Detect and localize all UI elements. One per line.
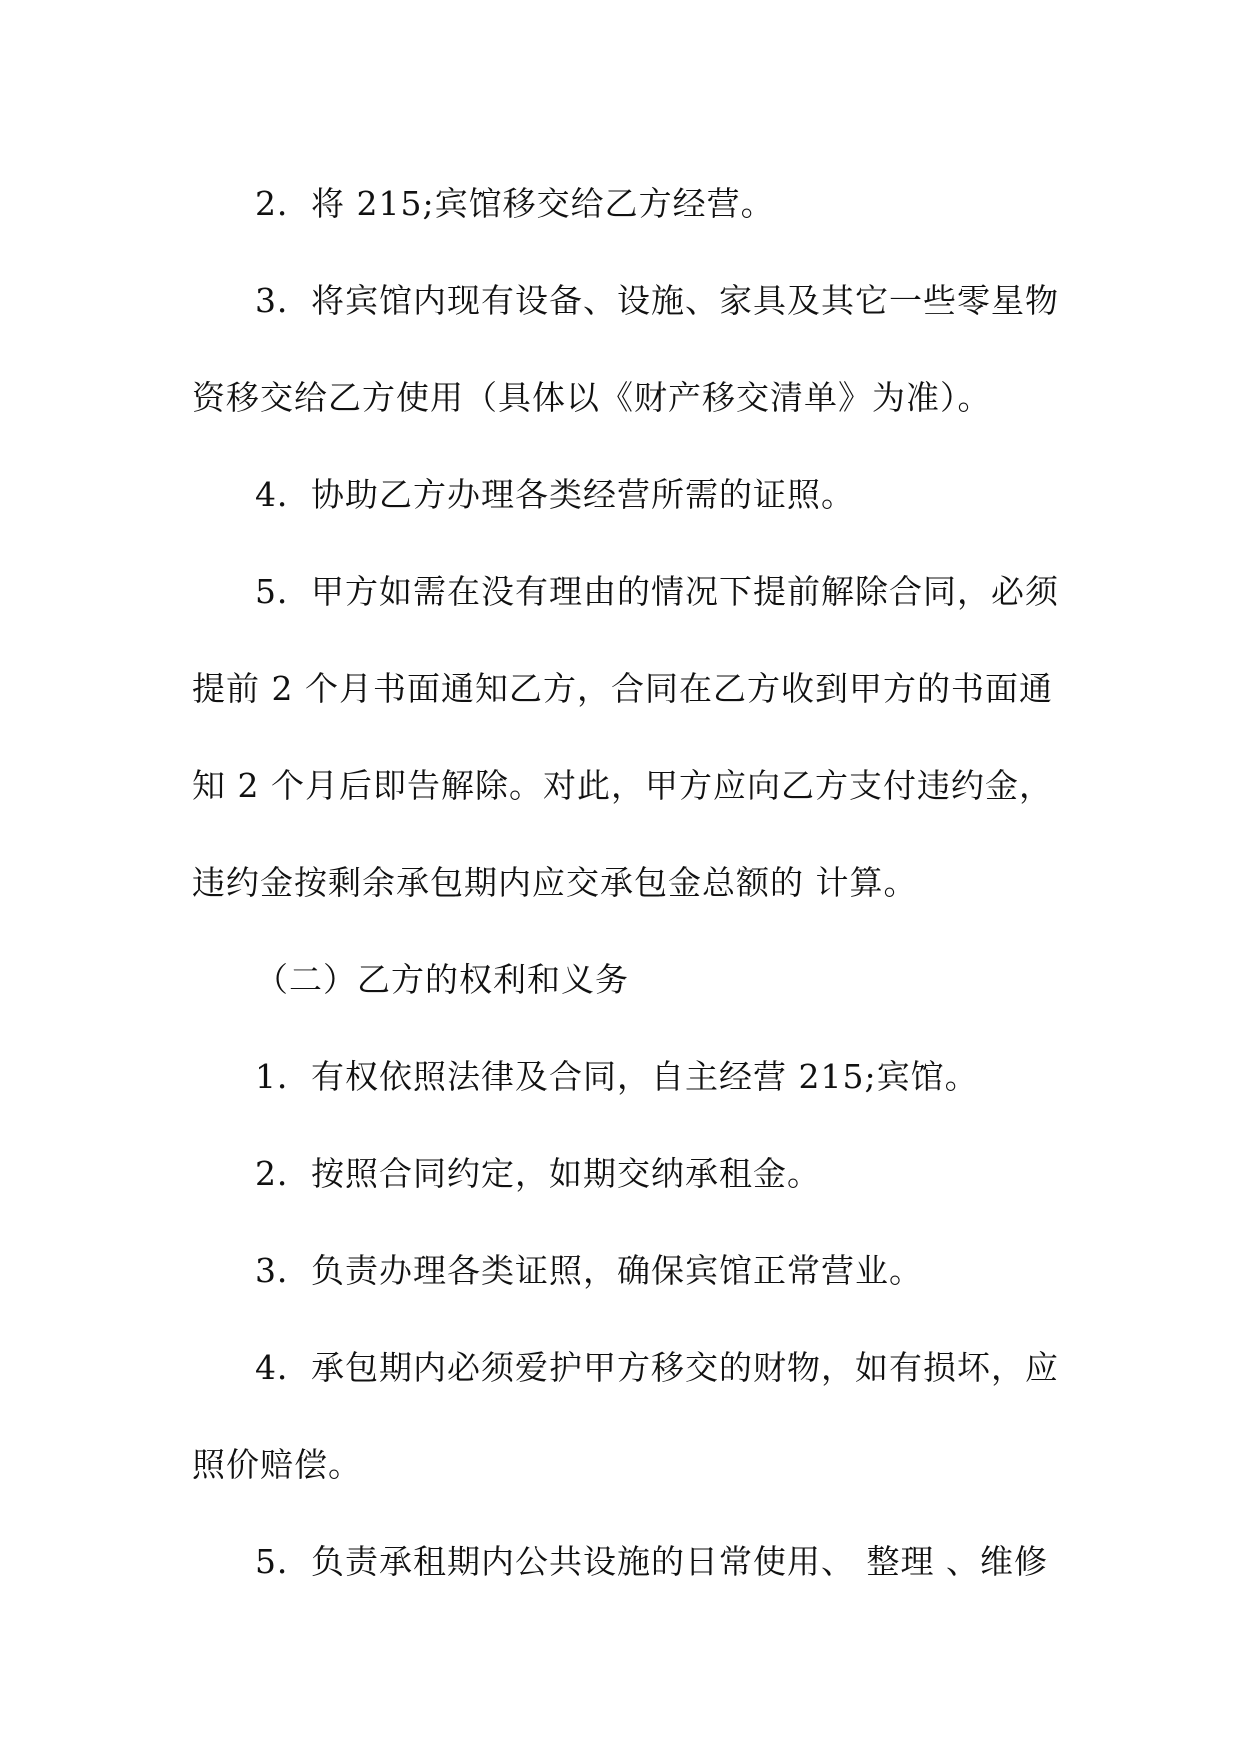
paragraph-item-3-transfer-equipment-line1: 3．将宾馆内现有设备、设施、家具及其它一些零星物 [255, 281, 1059, 320]
paragraph-item-5-termination-line1: 5．甲方如需在没有理由的情况下提前解除合同，必须 [255, 572, 1059, 611]
paragraph-b-item-3: 3．负责办理各类证照，确保宾馆正常营业。 [255, 1251, 923, 1290]
paragraph-b-item-5-line1: 5．负责承租期内公共设施的日常使用、 整理 、维修 [255, 1542, 1048, 1581]
paragraph-b-item-4-line1: 4．承包期内必须爱护甲方移交的财物，如有损坏，应 [255, 1348, 1059, 1387]
paragraph-item-5-termination-line2: 提前 2 个月书面通知乙方，合同在乙方收到甲方的书面通 [192, 669, 1053, 708]
paragraph-b-item-4-line2: 照价赔偿。 [192, 1445, 362, 1484]
paragraph-b-item-2: 2．按照合同约定，如期交纳承租金。 [255, 1154, 821, 1193]
paragraph-item-5-termination-line3: 知 2 个月后即告解除。对此，甲方应向乙方支付违约金， [192, 766, 1053, 805]
paragraph-item-5-termination-line4: 违约金按剩余承包期内应交承包金总额的 计算。 [192, 863, 918, 902]
paragraph-item-4-assist-licenses: 4．协助乙方办理各类经营所需的证照。 [255, 475, 855, 514]
paragraph-b-item-1: 1．有权依照法律及合同，自主经营 215;宾馆。 [255, 1057, 979, 1096]
section-heading-party-b-rights: （二）乙方的权利和义务 [255, 960, 629, 999]
paragraph-item-3-transfer-equipment-line2: 资移交给乙方使用（具体以《财产移交清单》为准）。 [192, 378, 992, 417]
paragraph-item-2-transfer-hotel: 2．将 215;宾馆移交给乙方经营。 [255, 184, 775, 223]
